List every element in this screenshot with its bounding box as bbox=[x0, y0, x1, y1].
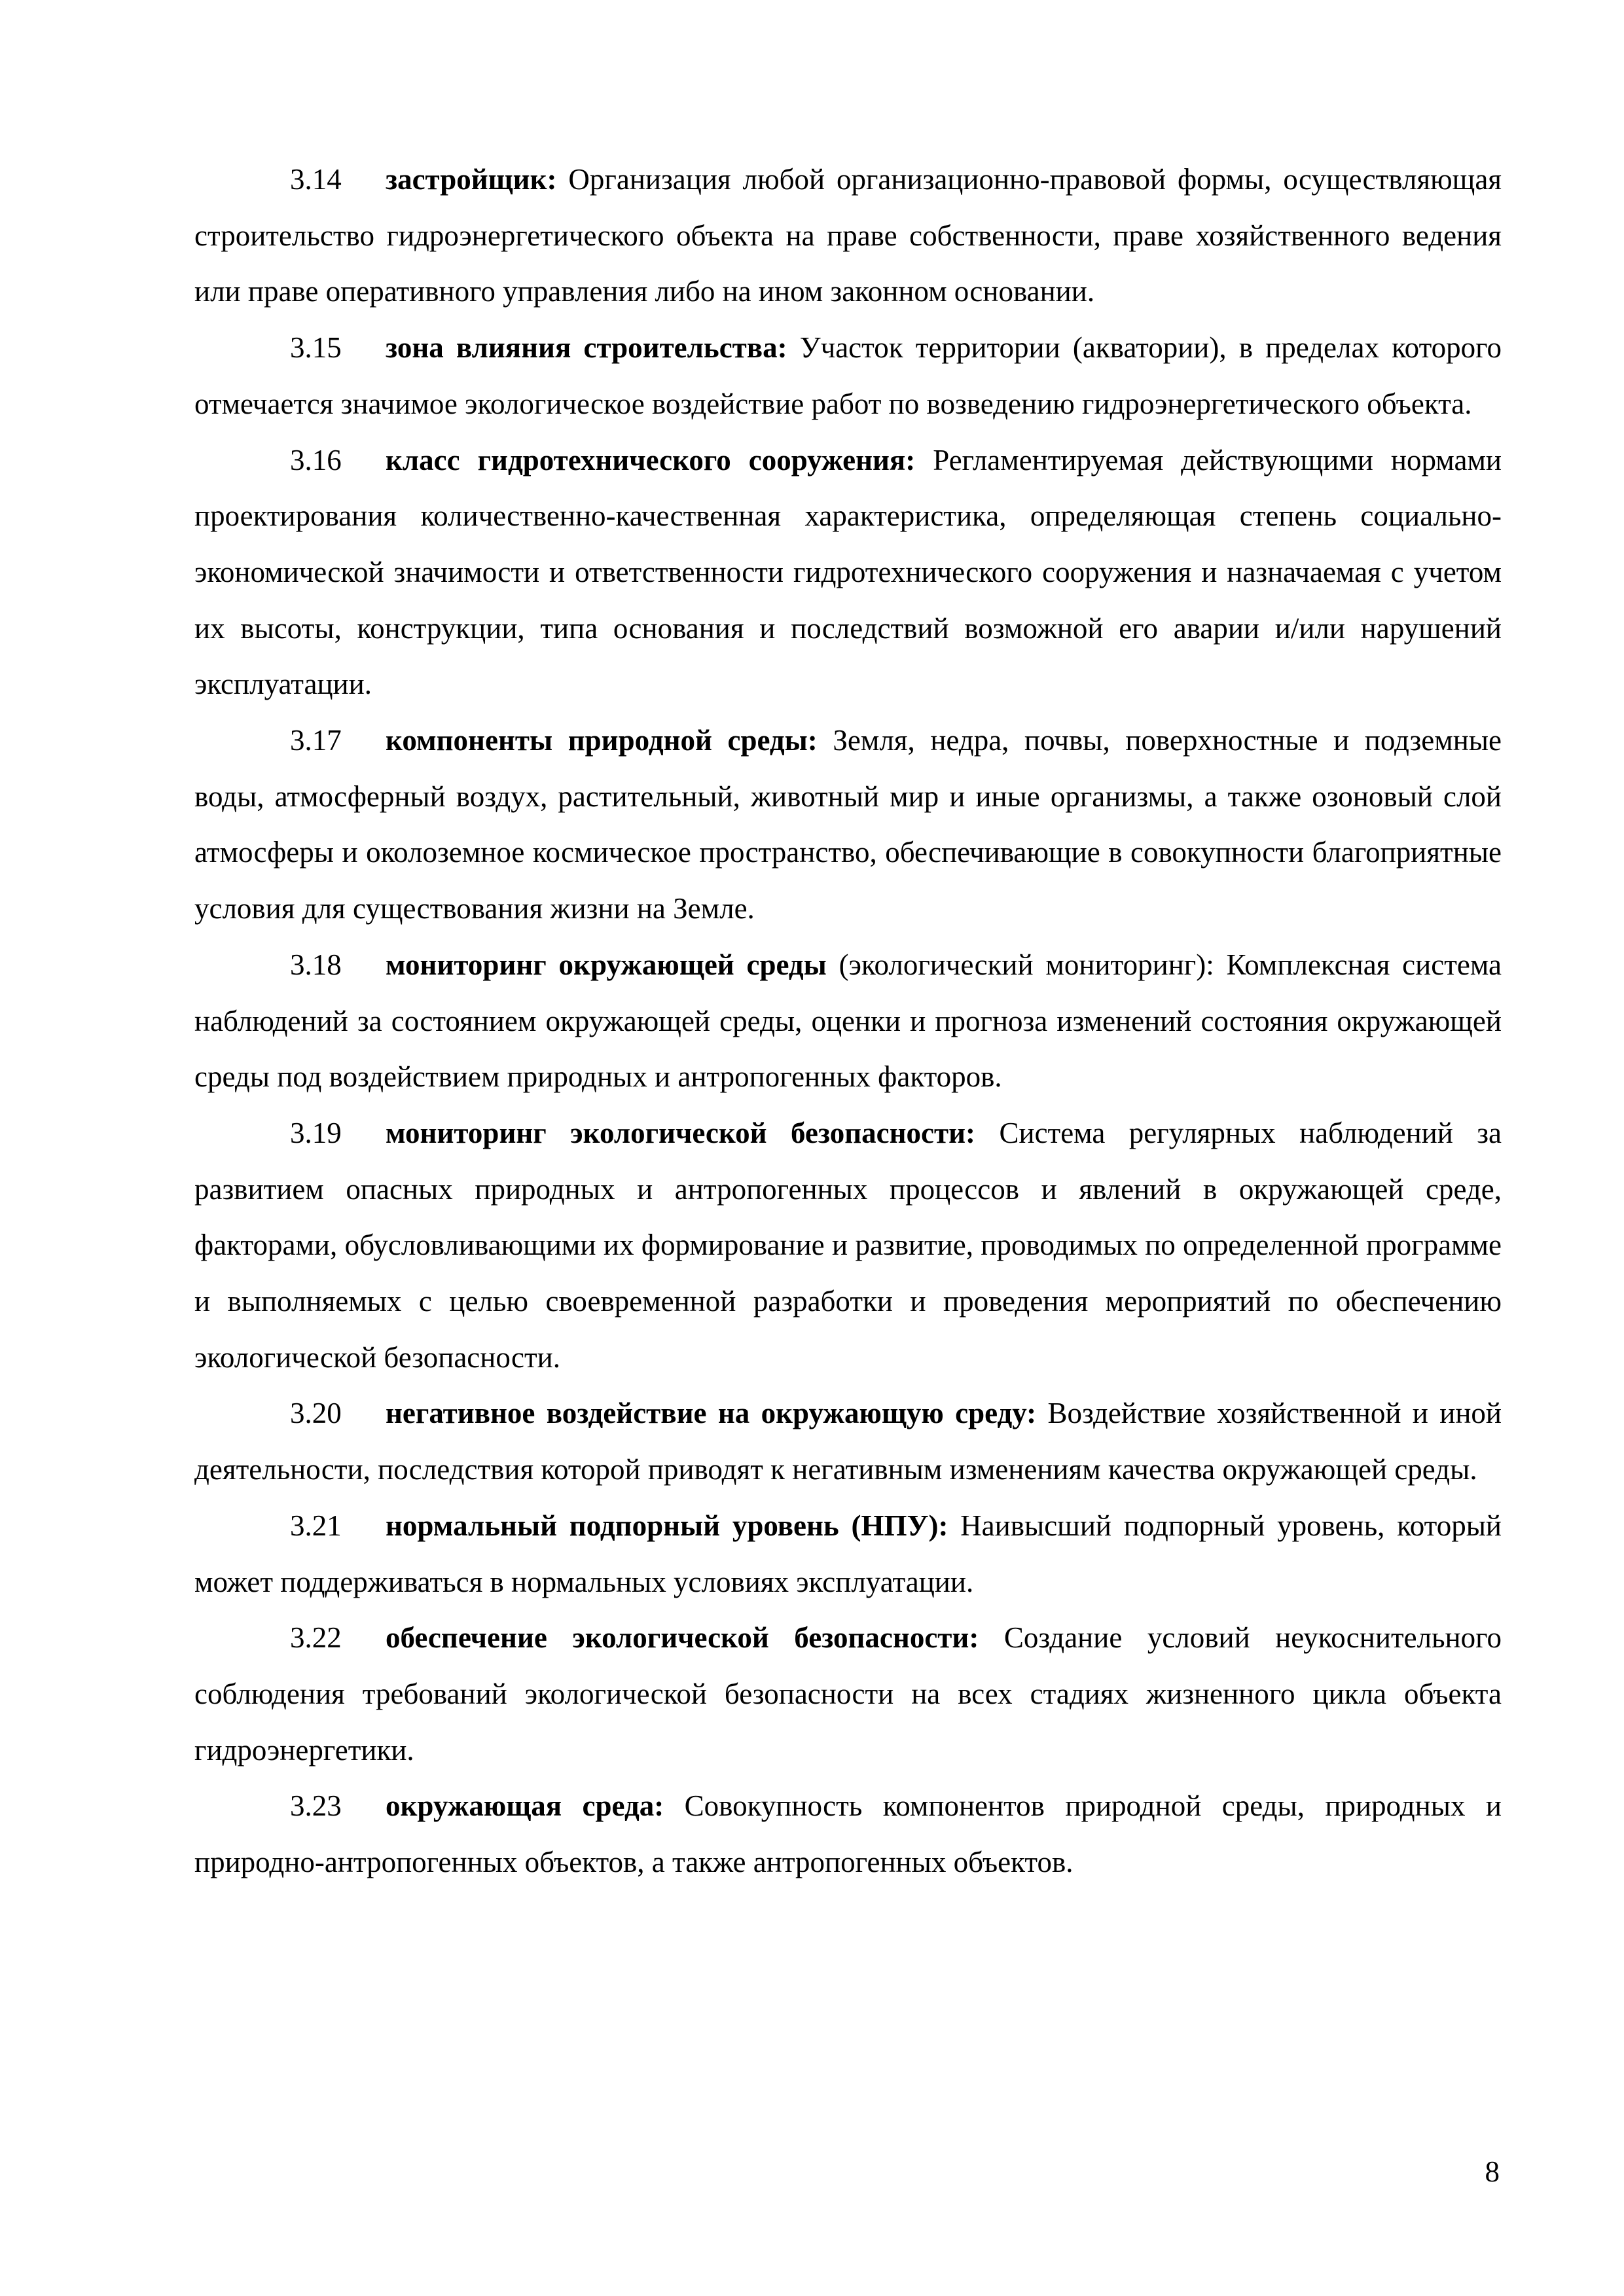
definition-term: мониторинг экологической безопасности: bbox=[386, 1116, 976, 1149]
definition-text: Участок территории (акватории), в пределах которого отмечается значимое экологическое воздействие работ по возведению гидроэнергетического объекта. bbox=[194, 331, 1502, 420]
definition-3-23 bbox=[194, 1778, 1502, 1890]
definition-3-15 bbox=[194, 320, 1502, 432]
definition-text: Наивысший подпорный уровень, который может поддерживаться в нормальных условиях эксплуатации. bbox=[194, 1509, 1502, 1598]
definition-3-19 bbox=[194, 1105, 1502, 1386]
definition-number: 3.23 bbox=[290, 1789, 342, 1823]
definition-text: Система регулярных наблюдений за развитием опасных природных и антропогенных процессов и явлений в окружающей среде, факторами, обусловливающими их формирование и развитие, проводимых по определенной программе и выполняемых с целью своевременной разработки и проведения мероприятий по обеспечению экологической безопасности. bbox=[194, 1116, 1502, 1374]
definition-number: 3.21 bbox=[290, 1509, 342, 1542]
definition-term: зона влияния строительства: bbox=[386, 331, 787, 365]
definition-text: Создание условий неукоснительного соблюдения требований экологической безопасности на всех стадиях жизненного цикла объекта гидроэнергетики. bbox=[194, 1621, 1502, 1767]
definition-term: негативное воздействие на окружающую среду: bbox=[386, 1397, 1037, 1430]
definition-3-18 bbox=[194, 937, 1502, 1105]
definition-term: класс гидротехнического сооружения: bbox=[386, 443, 916, 476]
definition-3-17 bbox=[194, 713, 1502, 937]
definition-3-22 bbox=[194, 1610, 1502, 1778]
definitions-list bbox=[194, 152, 1502, 1891]
definition-term: застройщик: bbox=[386, 163, 557, 196]
definition-3-20 bbox=[194, 1386, 1502, 1498]
definition-3-14 bbox=[194, 152, 1502, 320]
definition-term: окружающая среда: bbox=[386, 1789, 664, 1823]
definition-term: нормальный подпорный уровень (НПУ): bbox=[386, 1509, 948, 1542]
definition-number: 3.17 bbox=[290, 724, 342, 757]
definition-3-16 bbox=[194, 433, 1502, 713]
definition-number: 3.16 bbox=[290, 443, 342, 476]
definition-text: Земля, недра, почвы, поверхностные и подземные воды, атмосферный воздух, растительный, животный мир и иные организмы, а также озоновый слой атмосферы и околоземное космическое пространство, обеспечивающие в совокупности благоприятные условия для существования жизни на Земле. bbox=[194, 724, 1502, 925]
definition-3-21 bbox=[194, 1498, 1502, 1610]
definition-text: (экологический мониторинг): Комплексная система наблюдений за состоянием окружающей среды, оценки и прогноза изменений состояния окружающей среды под воздействием природных и антропогенных факторов. bbox=[194, 948, 1502, 1094]
definition-number: 3.14 bbox=[290, 163, 342, 196]
definition-text: Совокупность компонентов природной среды, природных и природно-антропогенных объектов, а также антропогенных объектов. bbox=[194, 1789, 1502, 1879]
definition-text: Регламентируемая действующими нормами проектирования количественно-качественная характеристика, определяющая степень социально-экономической значимости и ответственности гидротехнического сооружения и назначаемая с учетом их высоты, конструкции, типа основания и последствий возможной его аварии и/или нарушений эксплуатации. bbox=[194, 443, 1502, 701]
definition-number: 3.19 bbox=[290, 1116, 342, 1149]
definition-number: 3.20 bbox=[290, 1397, 342, 1430]
definition-term: компоненты природной среды: bbox=[386, 724, 818, 757]
definition-number: 3.22 bbox=[290, 1621, 342, 1655]
definition-text: Организация любой организационно-правовой формы, осуществляющая строительство гидроэнергетического объекта на праве собственности, праве хозяйственного ведения или праве оперативного управления либо на ином законном основании. bbox=[194, 163, 1502, 308]
definition-number: 3.15 bbox=[290, 331, 342, 365]
definition-number: 3.18 bbox=[290, 948, 342, 981]
definition-text: Воздействие хозяйственной и иной деятельности, последствия которой приводят к негативным изменениям качества окружающей среды. bbox=[194, 1397, 1502, 1486]
definition-term: мониторинг окружающей среды bbox=[386, 948, 827, 981]
definition-term: обеспечение экологической безопасности: bbox=[386, 1621, 979, 1655]
page-number: 8 bbox=[1485, 2155, 1500, 2188]
